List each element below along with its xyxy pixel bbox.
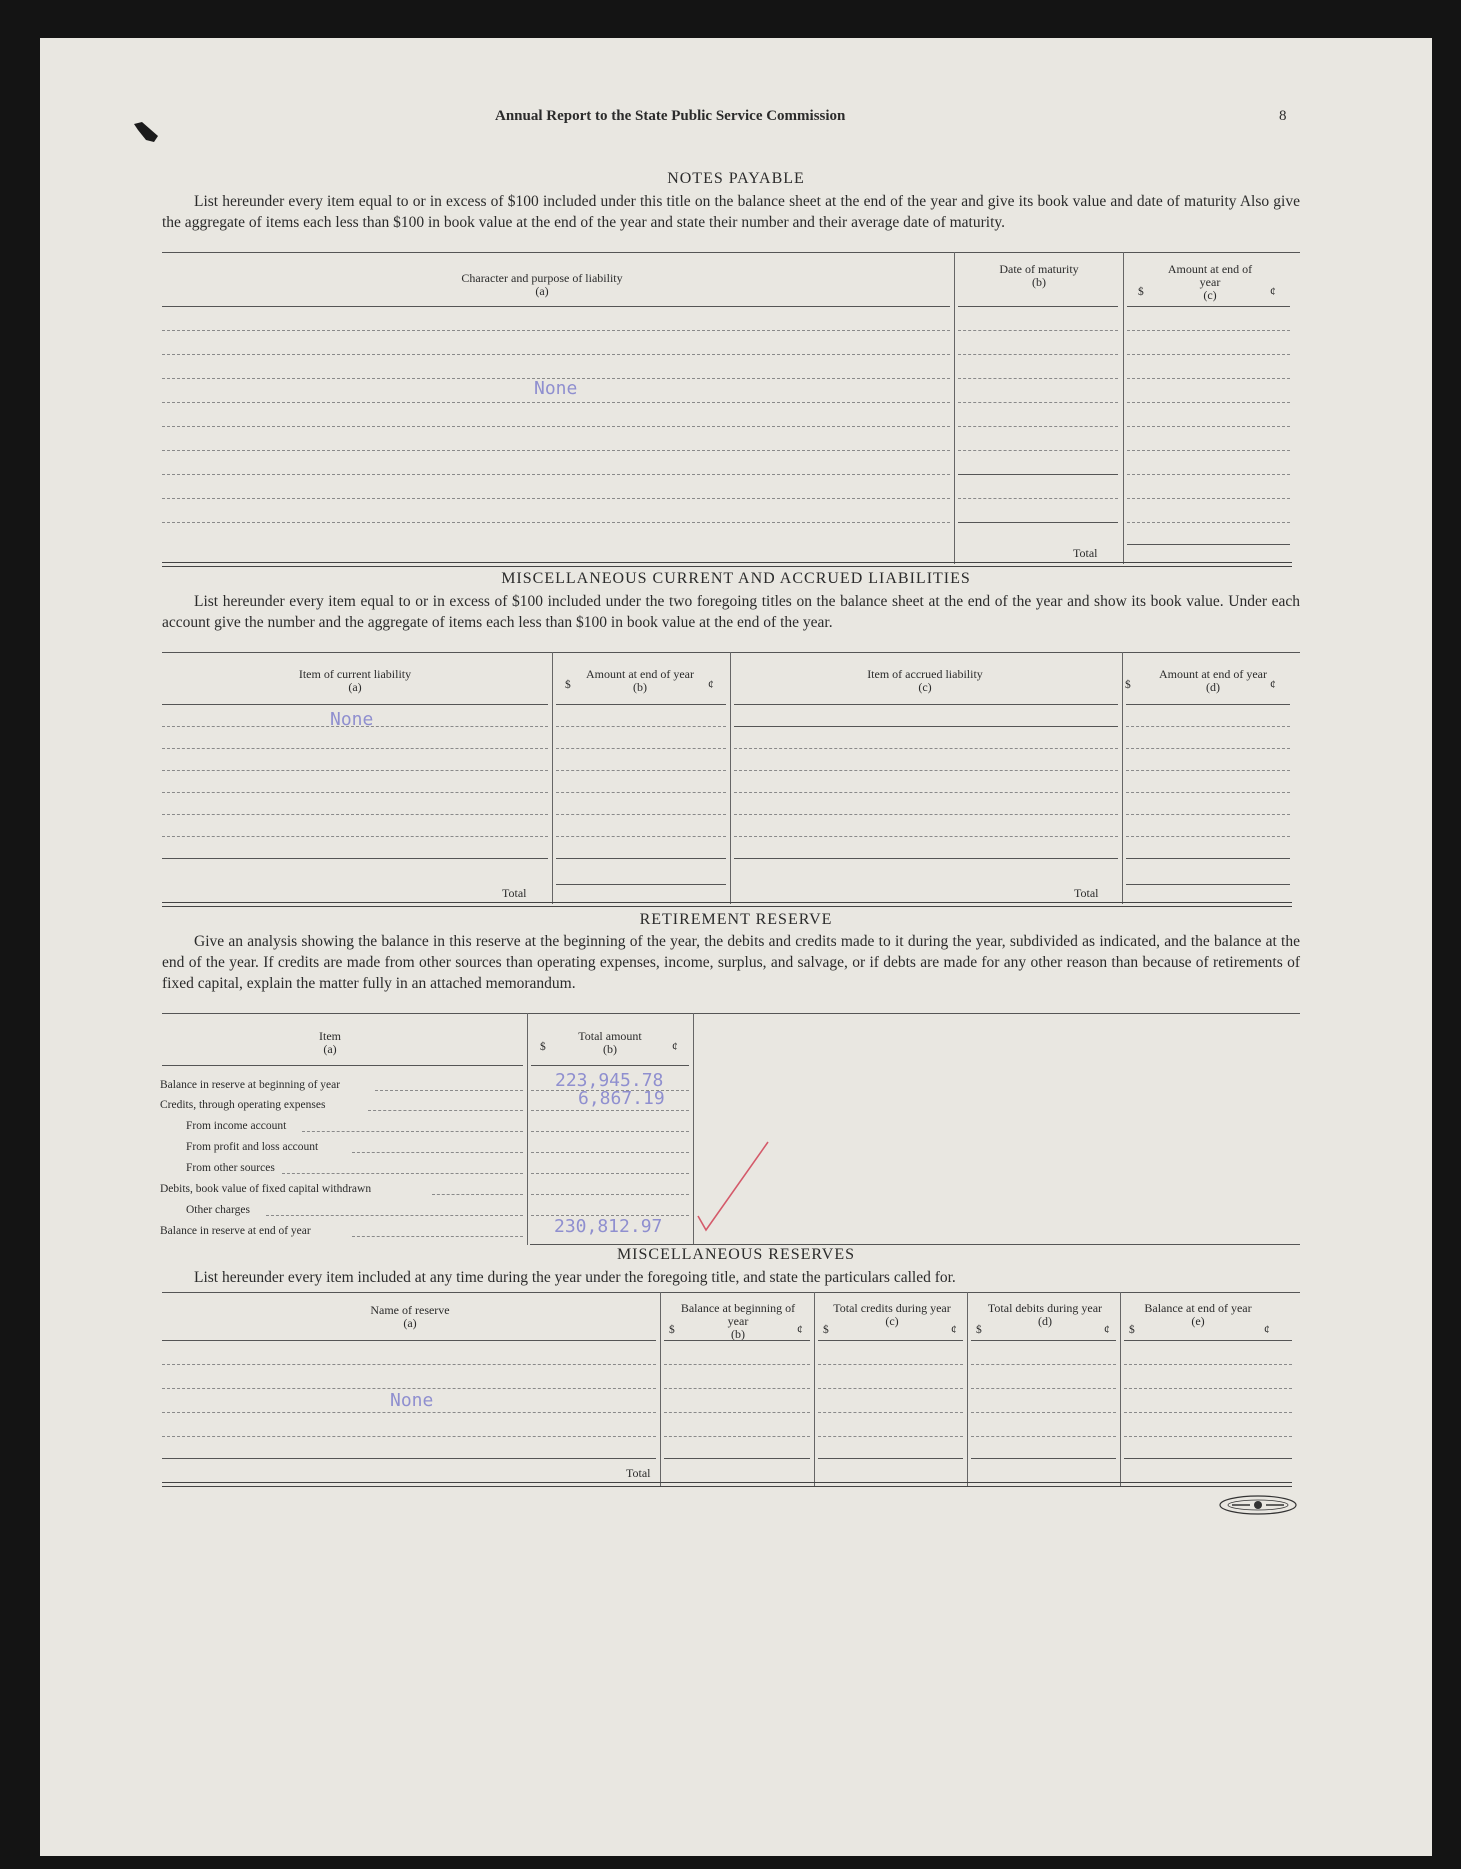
mr-none-entry: None: [390, 1390, 434, 1411]
page-number: 8: [1279, 108, 1287, 124]
misc-reserves-title: MISCELLANEOUS RESERVES: [616, 1246, 856, 1263]
liab-col-a-header: Item of current liability (a): [298, 667, 412, 694]
rr-col-a-header: Item (a): [319, 1029, 341, 1056]
rr-value-7: 230,812.97: [554, 1216, 663, 1237]
liab-col-d-header: Amount at end of year (d): [1159, 667, 1267, 694]
retirement-reserve-title: RETIREMENT RESERVE: [639, 911, 833, 928]
notes-none-entry: None: [534, 378, 578, 399]
liab-total-label-a: Total: [502, 886, 527, 900]
liab-col-b-header: Amount at end of year (b): [586, 667, 694, 694]
notes-col-c-header: Amount at end of year (c): [1167, 262, 1253, 302]
rr-col-b-header: Total amount (b): [578, 1029, 642, 1056]
printer-union-logo-icon: [1218, 1494, 1298, 1516]
mr-total-label: Total: [626, 1466, 651, 1480]
mr-col-b-header: Balance at beginning of year (b): [680, 1301, 796, 1341]
notes-dollar-sign: $: [1138, 286, 1144, 298]
mr-col-d-header: Total debits during year (d): [987, 1301, 1103, 1328]
staple-mark-icon: [132, 120, 162, 146]
liab-none-entry: None: [330, 709, 374, 730]
liab-col-c-header: Item of accrued liability (c): [867, 667, 983, 694]
misc-reserves-instructions: List hereunder every item included at any time during the year under the foregoing title, and state the particulars called for.: [194, 1269, 956, 1286]
misc-liabilities-instructions: List hereunder every item equal to or in excess of $100 included under the two foregoing titles on the balance sheet at the end of the year and show its book value. Under each account give the number and the aggregate of items each less than $100 in book value at the end of the year.: [162, 593, 1300, 631]
notes-total-label: Total: [1073, 546, 1098, 560]
notes-cent-sign: ¢: [1270, 286, 1276, 298]
red-checkmark-icon: [690, 1138, 770, 1238]
rr-value-1: 6,867.19: [578, 1088, 665, 1109]
mr-col-e-header: Balance at end of year (e): [1144, 1301, 1252, 1328]
liab-total-label-c: Total: [1074, 886, 1099, 900]
mr-col-c-header: Total credits during year (c): [833, 1301, 951, 1328]
mr-col-a-header: Name of reserve (a): [370, 1303, 450, 1330]
page-header-title: Annual Report to the State Public Service Commission: [495, 108, 846, 124]
notes-col-b-header: Date of maturity (b): [999, 262, 1079, 289]
report-page: Annual Report to the State Public Service Commission 8 NOTES PAYABLE List hereunder every item equal to or in excess of $100 included under this title on the balance sheet at the end of the year and give its book value and date of maturity Also give the aggregate of items each less than $100 in book value at the end of the year and state their number and their average date of maturity. Character and purpose of liability (a) Date of maturity (b) Amount at end of year (c) $ ¢ None Total MISCELLANEOUS CURRENT AND ACCRUED LIABILITIES List hereunder every item equal to or in excess of $100 included under the two foregoing titles on the balance sheet at the end of the year and show its book value. Under each account give the number and the aggregate of items each less than $100 in book value at the end of the year. Item of current liability (a) Amount at end of year (b) $ ¢ Item of accrued liability (c) Amount at end of year (d) $ ¢ None Total Total RETIREMENT RESERVE Give an analysis showing the balance in this reserve at the beginning of the year, the debits and credits made to it during the year, subdivided as indicated, and the balance at the end of the year. If credits are made from other sources than operating expenses, income, surplus, and salvage, or if debts are made for any other reason than because of retirements of fixed capital, explain the matter fully in an attached memorandum. Item (a) Total amount (b) $ ¢ Balance in reserve at beginning of year 223,945.78 Credits, through operating expenses 6,867.19 From income account From profit and loss account From other sources Debits, book value of fixed capital withdrawn Other charges Balance in reserve at end of year 230,812.97 MISCELLANEOUS RESERVES List hereunder every item included at any time during the year under the foregoing title, and state the particulars called for. Name of reserve (a) Balance at beginning of year (b) Total credits during year (c) Total debits during year (d) Balance at end of year (e) $ ¢ $ ¢ $ ¢ $ ¢ None Total: [40, 38, 1432, 1856]
notes-payable-instructions: List hereunder every item equal to or in excess of $100 included under this title on the balance sheet at the end of the year and give its book value and date of maturity Also give the aggregate of items each less than $100 in book value at the end of the year and state their number and their average date of maturity.: [162, 193, 1300, 231]
notes-col-a-header: Character and purpose of liability (a): [461, 271, 623, 298]
retirement-reserve-instructions: Give an analysis showing the balance in this reserve at the beginning of the year, the debits and credits made to it during the year, subdivided as indicated, and the balance at the end of the year. If credits are made from other sources than operating expenses, income, surplus, and salvage, or if debts are made for any other reason than because of retirements of fixed capital, explain the matter fully in an attached memorandum.: [162, 933, 1300, 992]
misc-liabilities-title: MISCELLANEOUS CURRENT AND ACCRUED LIABILITIES: [501, 570, 971, 587]
notes-payable-title: NOTES PAYABLE: [667, 170, 805, 187]
rr-value-0: 223,945.78: [555, 1070, 664, 1091]
